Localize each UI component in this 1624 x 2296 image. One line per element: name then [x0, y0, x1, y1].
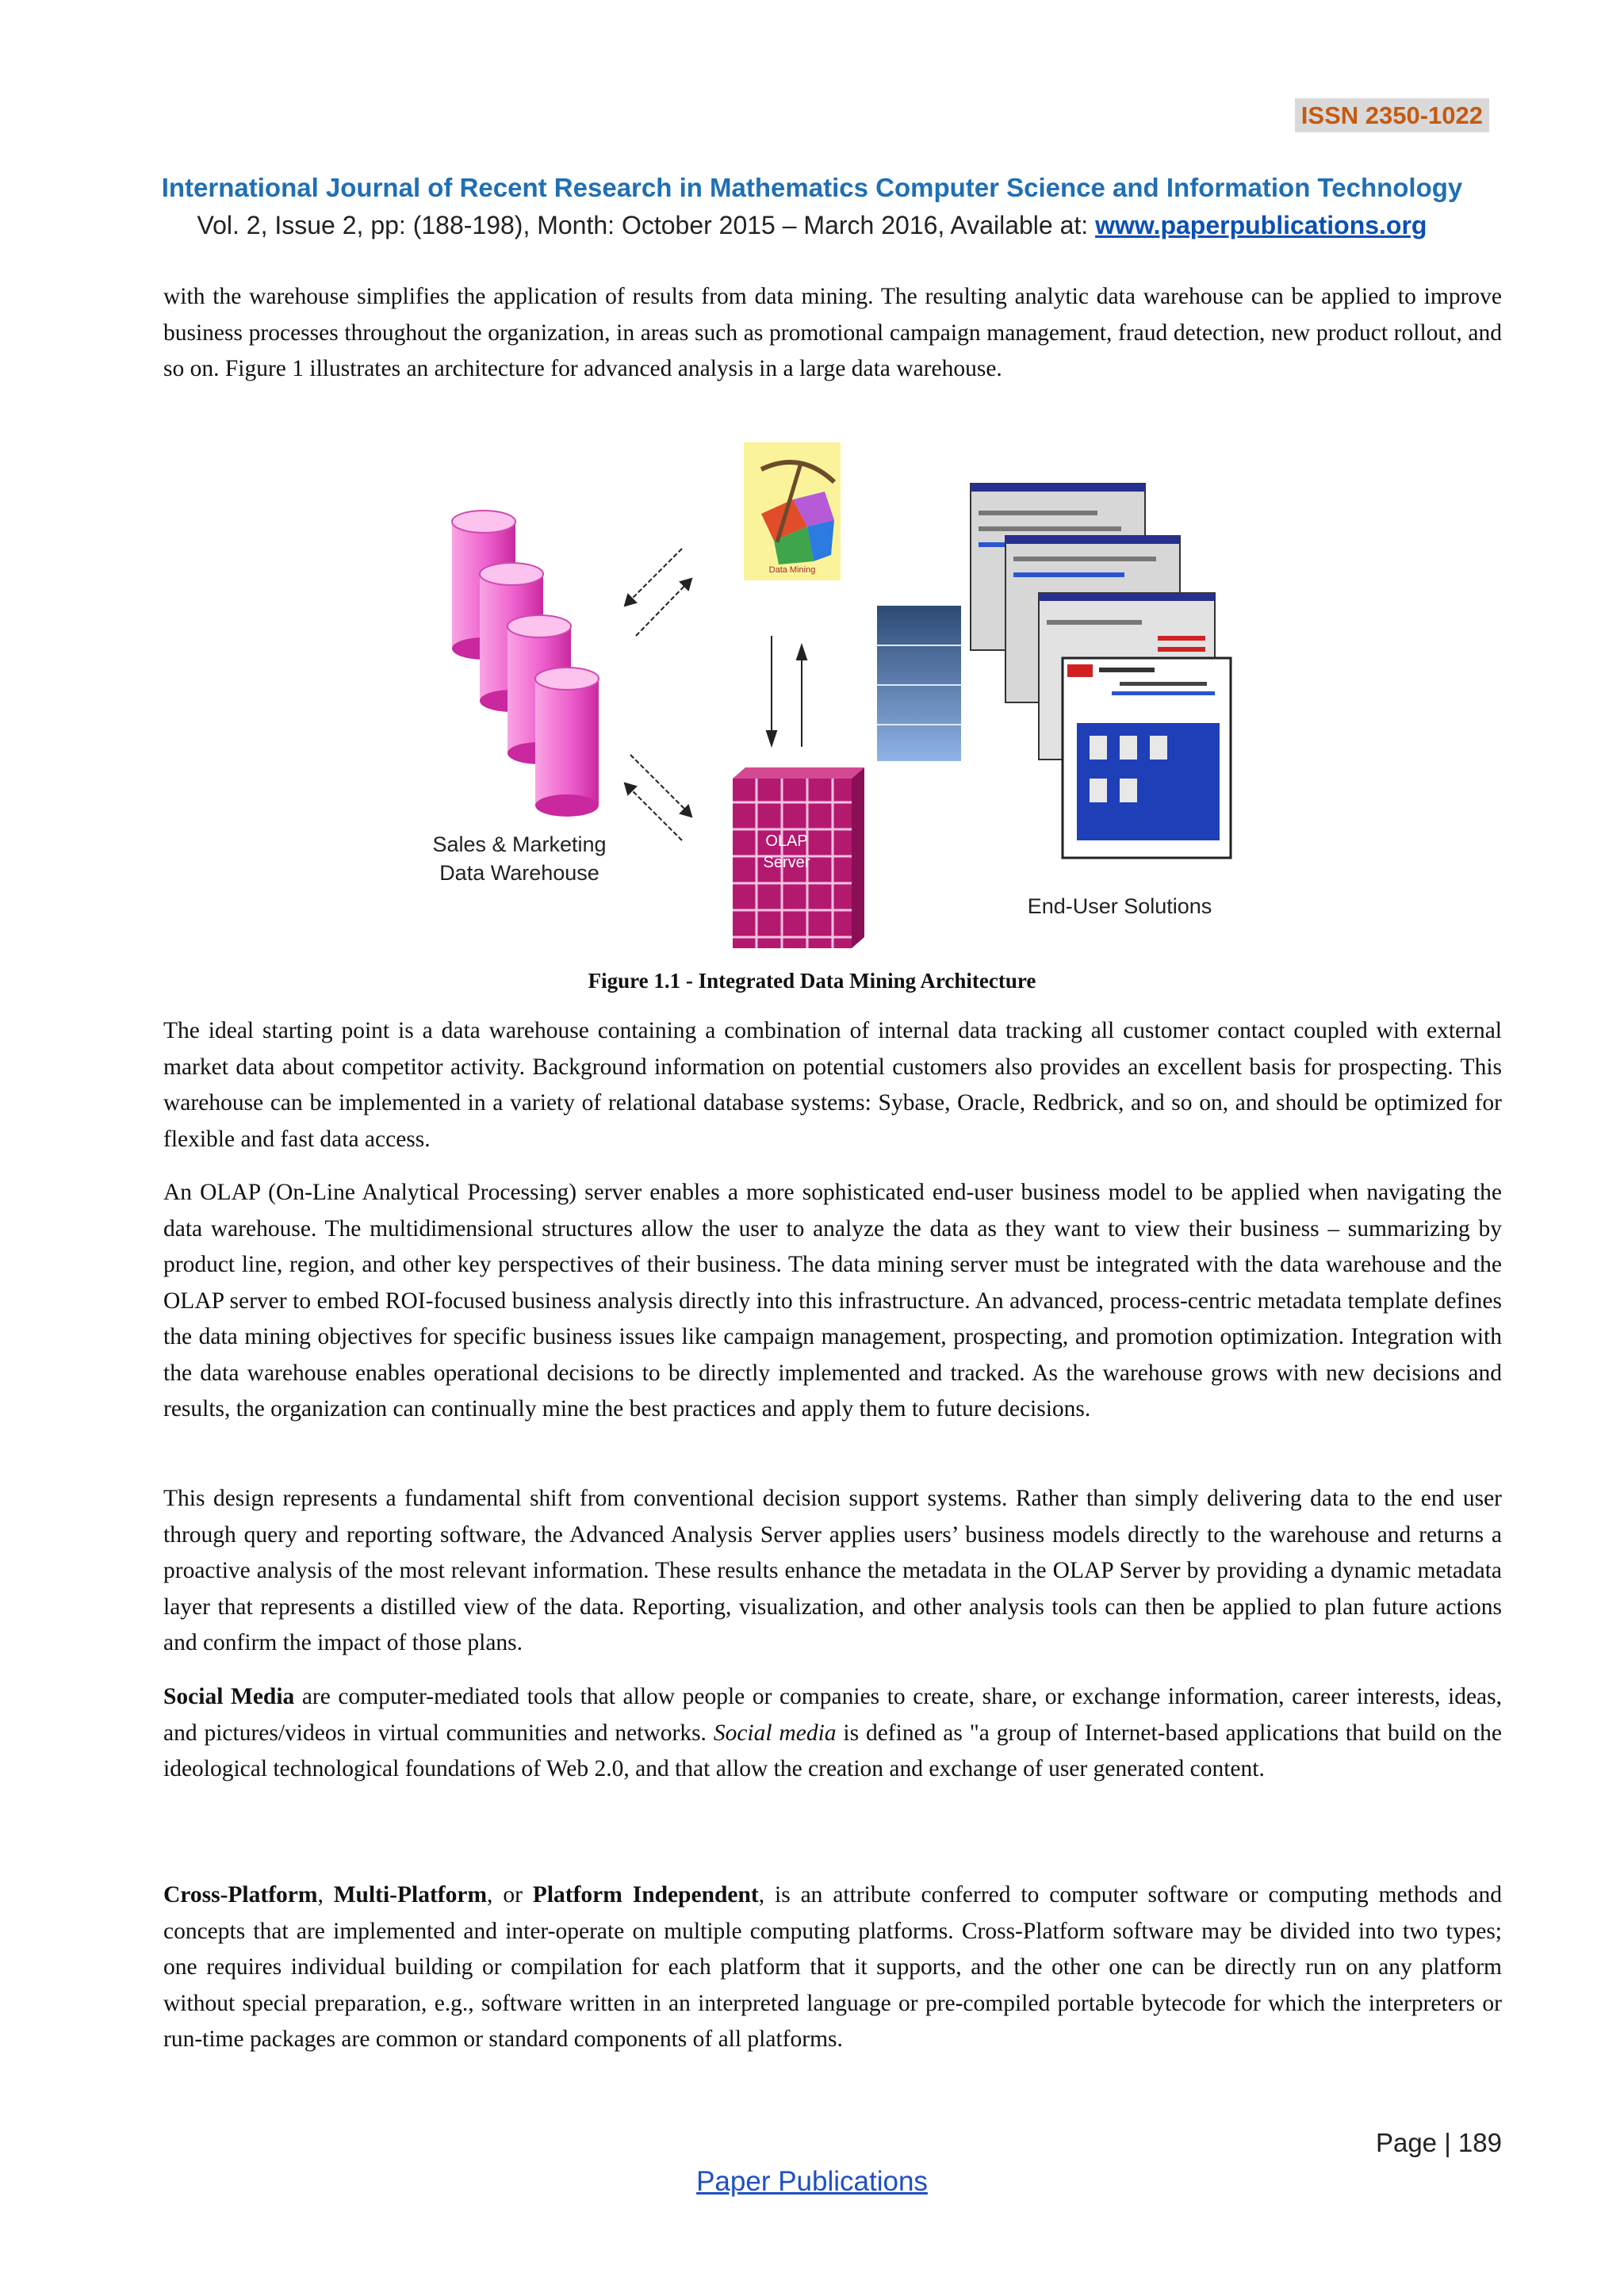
warehouse-cylinders	[452, 511, 599, 817]
figure-caption: Figure 1.1 - Integrated Data Mining Architecture	[588, 969, 1036, 993]
arrow-lower-up	[626, 785, 682, 840]
cross-platform-sep2: , or	[487, 1882, 533, 1908]
term-cross-platform: Cross-Platform	[163, 1882, 318, 1908]
data-mining-label: Data Mining	[768, 565, 816, 575]
footer-publisher	[0, 2166, 1624, 2198]
data-mining-icon	[744, 442, 841, 580]
arrow-upper-right	[636, 580, 690, 636]
end-user-screens	[971, 484, 1231, 858]
cross-platform-rest: , is an attribute conferred to computer software or computing methods and concepts that are implemented and inter-operate on multiple computing platforms. Cross-Platform software may be divided into two types; one requires individual building or compilation for each platform that it supports, and the other one can be directly run on any platform without special preparation, e.g., software written in an interpreted language or pre-compiled portable bytecode for which the interpreters or run-time packages are common or standard components of all platforms.	[163, 1882, 1503, 2052]
screen-4-main	[1063, 658, 1231, 858]
cylinder-4	[535, 668, 599, 817]
figure-architecture	[428, 438, 1237, 955]
journal-website-link[interactable]: www.paperpublications.org	[1095, 211, 1427, 239]
arrow-upper-left	[626, 549, 682, 604]
journal-title: International Journal of Recent Research in Mathematics Computer Science and Information Technology	[161, 173, 1463, 202]
paragraph-design-shift: This design represents a fundamental shift from conventional decision support systems. Rather than simply delivering data to the end user through query and reporting software, the Advanced Analysis Server applies users’ business models directly to the warehouse and returns a proactive analysis of the most relevant information. These results enhance the metadata in the OLAP Server by providing a dynamic metadata layer that represents a distilled view of the data. Reporting, visualization, and other analysis tools can then be applied to plan future actions and confirm the impact of those plans.	[163, 1486, 1502, 1655]
paragraph-intro: with the warehouse simplifies the application of results from data mining. The resulting analytic data warehouse can be applied to improve business processes throughout the organization, in areas such as promotional campaign management, fraud detection, new product rollout, and so on. Figure 1 illustrates an architecture for advanced analysis in a large data warehouse.	[163, 284, 1502, 381]
warehouse-label-line1: Sales & Marketing	[432, 832, 607, 856]
olap-server-cube	[733, 767, 864, 948]
paragraph-data-warehouse: The ideal starting point is a data warehouse containing a combination of internal data tracking all customer contact coupled with external market data about competitor activity. Background information on potential customers also provides an excellent basis for prospecting. This warehouse can be implemented in a variety of relational database systems: Sybase, Oracle, Redbrick, and so on, and should be optimized for flexible and fast data access.	[163, 1018, 1502, 1152]
social-media-text-b: is defined as "a group of Internet-based applications that build on the ideological technological foundations of Web 2.0, and that allow the creation and exchange of user generated content.	[163, 1720, 1502, 1781]
warehouse-label-line2: Data Warehouse	[439, 861, 599, 885]
cross-platform-sep1: ,	[317, 1882, 334, 1908]
arrow-lower-down	[630, 755, 690, 814]
term-social-media: Social Media	[163, 1684, 295, 1709]
social-media-text-a: are computer-mediated tools that allow people or companies to create, share, or exchange information, career interests, ideas, and pictures/videos in virtual communities and networks.	[163, 1684, 1502, 1746]
publisher-link[interactable]: Paper Publications	[696, 2166, 928, 2197]
metadata-strip	[877, 606, 961, 761]
page-number: Page | 189	[1375, 2128, 1502, 2157]
term-multi-platform: Multi-Platform	[333, 1882, 488, 1908]
paragraph-olap: An OLAP (On-Line Analytical Processing) server enables a more sophisticated end-user business model to be applied when navigating the data warehouse. The multidimensional structures allow the user to analyze the data as they want to view their business – summarizing by product line, region, and other key perspectives of their business. The data mining server must be integrated with the data warehouse and the OLAP server to embed ROI-focused business analysis directly into this infrastructure. An advanced, process-centric metadata template defines the data mining objectives for specific business issues like campaign management, prospecting, and promotion optimization. Integration with the data warehouse enables operational decisions to be directly implemented and tracked. As the warehouse grows with new decisions and results, the organization can continually mine the best practices and apply them to future decisions.	[163, 1180, 1502, 1422]
paragraph-social-media	[163, 1679, 1502, 1788]
term-platform-independent: Platform Independent	[532, 1882, 759, 1908]
journal-volume-info: Vol. 2, Issue 2, pp: (188-198), Month: October 2015 – March 2016, Available at:	[197, 211, 1096, 239]
olap-label-line2: Server	[763, 854, 810, 871]
journal-info	[0, 211, 1624, 240]
issn-badge: ISSN 2350-1022	[1295, 98, 1489, 132]
olap-label-line1: OLAP	[765, 832, 808, 850]
social-media-italic: Social media	[713, 1720, 837, 1746]
end-user-label: End-User Solutions	[1027, 894, 1212, 918]
paragraph-cross-platform	[163, 1877, 1502, 2058]
